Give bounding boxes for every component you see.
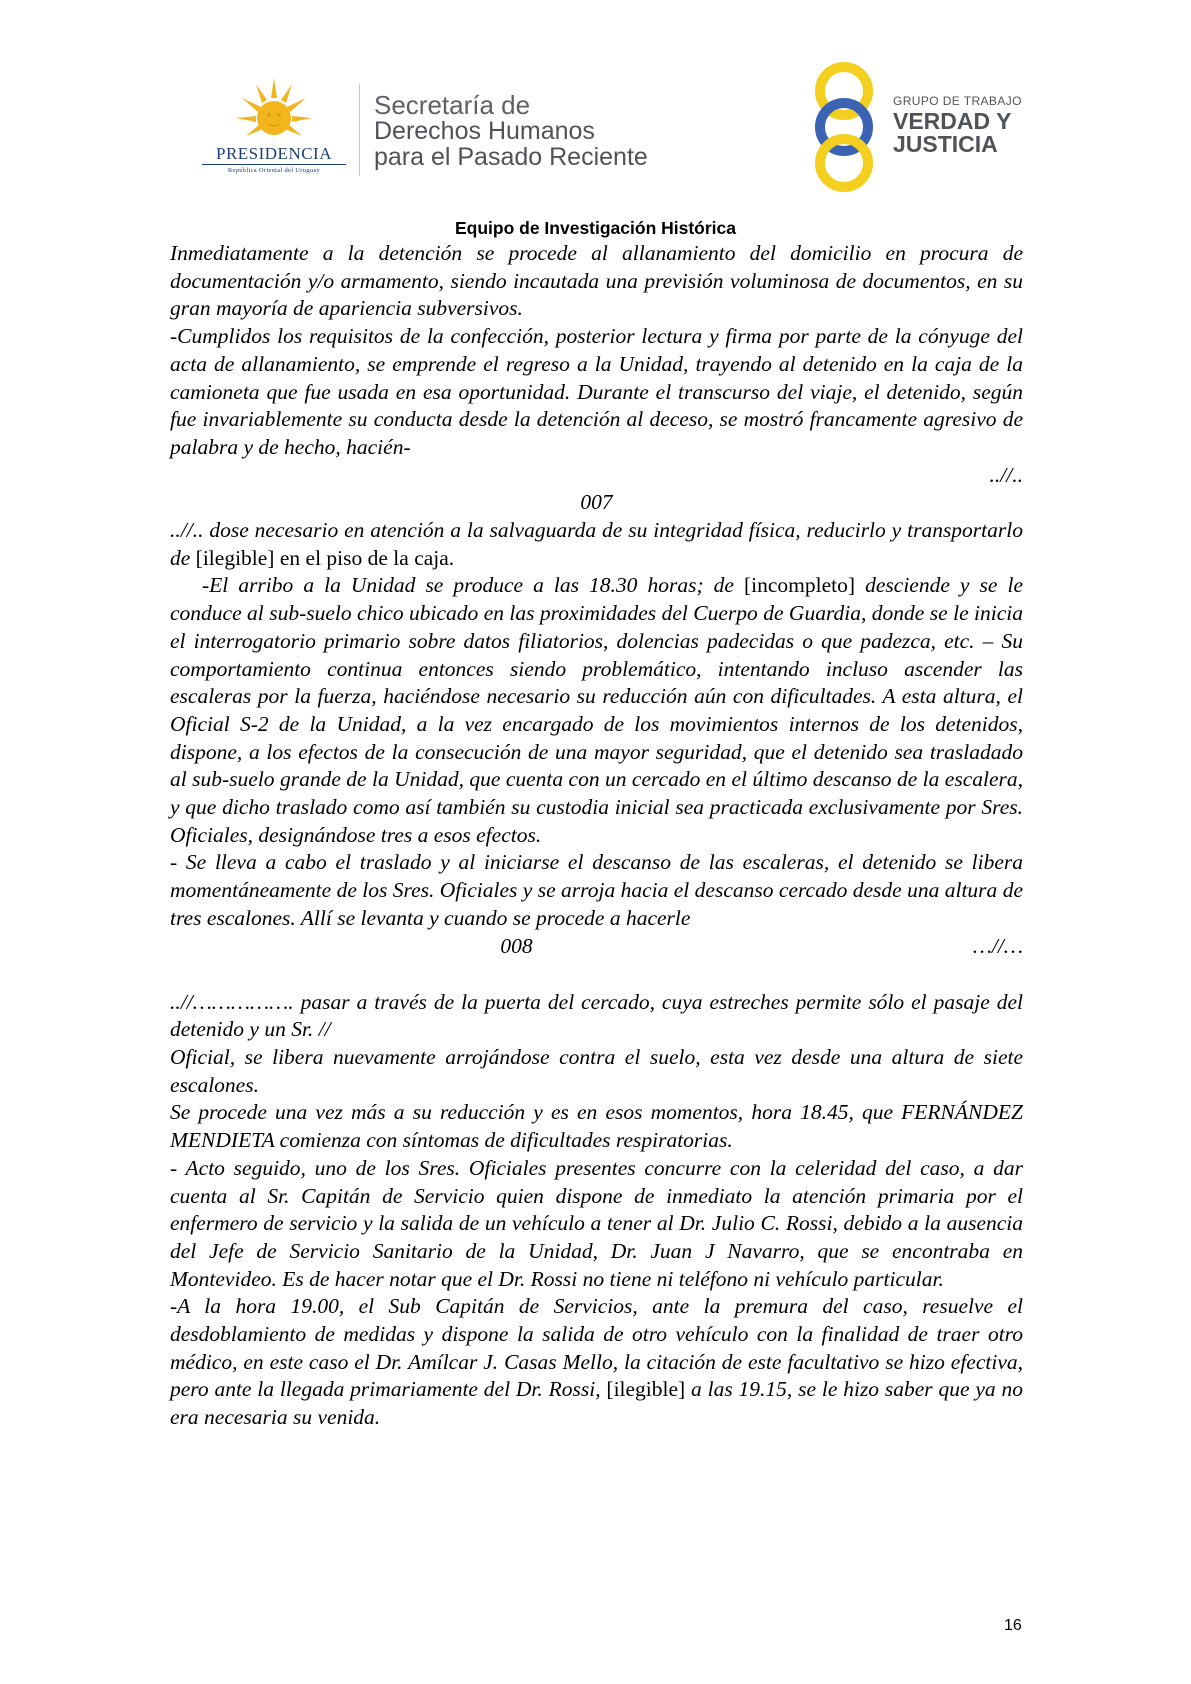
secretaria-line-2: Derechos Humanos (374, 117, 595, 145)
sun-icon (236, 76, 312, 142)
paragraph-10-part-b: a las 19.15, se le hizo saber que ya no era necesaria su venida. (170, 1377, 1023, 1430)
paragraph-7: Oficial, se libera nuevamente arrojándose contra el suelo, esta vez desde una altura de siete escalones. (170, 1044, 1023, 1097)
paragraph-3 (170, 517, 1023, 572)
continuation-marker-1: ..//.. (989, 462, 1023, 487)
page-number: 16 (1004, 1617, 1022, 1634)
folio-number-008: 008 (500, 933, 533, 958)
folio-number-007: 007 (580, 490, 613, 515)
paragraph-4-part-a: -El arribo a la Unidad se produce a las 18.30 horas; de (202, 573, 744, 598)
paragraph-10-part-a: -A la hora 19.00, el Sub Capitán de Servicios, ante la premura del caso, resuelve el desdoblamiento de medidas y dispone la salida de otro vehículo con la finalidad de traer otro médico, en este caso el Dr. Amílcar J. Casas Mello, la citación de este facultativo se hizo efectiva, pero ante la llegada primariamente del Dr. Rossi, (170, 1294, 1023, 1402)
paragraph-8: Se procede una vez más a su reducción y es en esos momentos, hora 18.45, que FERNÁNDEZ MENDIETA comienza con síntomas de dificultades respiratorias. (170, 1100, 1023, 1153)
grupo-line-2: VERDAD Y (893, 108, 1012, 134)
paragraph-1: Inmediatamente a la detención se procede al allanamiento del domicilio en procura de documentación y/o armamento, siendo incautada una previsión voluminosa de documentos, en su gran mayoría de apariencia subversivos. (170, 241, 1023, 321)
paragraph-4-part-b: desciende y se le conduce al sub-suelo chico ubicado en las proximidades del Cuerpo de Guardia, donde se le inicia el interrogatorio primario sobre datos filiatorios, dolencias padecidas o que padezca, etc. – Su comportamiento continua entonces siendo problemático, intentando incluso ascender las escaleras por la fuerza, haciéndose necesario su reducción aún con dificultades. A esta altura, el Oficial S-2 de la Unidad, a la vez encargado de los movimientos internos de los detenidos, dispone, a los efectos de la consecución de una mayor seguridad, que el detenido sea trasladado al sub-suelo grande de la Unidad, que cuenta con un cercado en el último descanso de la escalera, y que dicho traslado como así también su custodia inicial sea practicada exclusivamente por Sres. Oficiales, designándose tres a esos efectos. (170, 573, 1023, 847)
paragraph-10 (170, 1293, 1023, 1432)
verdad-justicia-logo-icon (808, 62, 880, 192)
paragraph-gap (170, 961, 1023, 989)
presidencia-logo (196, 76, 352, 184)
continuation-marker-2: …//… (972, 933, 1023, 958)
document-body (170, 240, 1023, 1432)
paragraph-3-part-b: en el piso de la caja. (274, 545, 455, 570)
secretaria-line-3: para el Pasado Reciente (374, 143, 648, 171)
verdad-justicia-title (893, 94, 1022, 156)
grupo-line-1: GRUPO DE TRABAJO (893, 94, 1022, 108)
illegible-note-1: [ilegible] (195, 545, 275, 570)
presidencia-subtitle: República Oriental del Uruguay (227, 167, 321, 174)
paragraph-6: ..//……………. pasar a través de la puerta del cercado, cuya estreches permite sólo el pasaje del detenido y un Sr. // (170, 989, 1023, 1042)
page-header (0, 0, 1191, 210)
folio-row-008 (170, 933, 1023, 961)
team-title: Equipo de Investigación Histórica (454, 218, 737, 238)
grupo-line-3: JUSTICIA (893, 131, 998, 157)
presidencia-name: PRESIDENCIA (215, 144, 332, 163)
paragraph-5: - Se lleva a cabo el traslado y al iniciarse el descanso de las escaleras, el detenido se libera momentáneamente de los Sres. Oficiales y se arroja hacia el descanso cercado desde una altura de tres escalones. Allí se levanta y cuando se procede a hacerle (170, 850, 1023, 930)
paragraph-4 (170, 572, 1023, 849)
secretaria-line-1: Secretaría de (374, 90, 531, 120)
paragraph-2: -Cumplidos los requisitos de la confección, posterior lectura y firma por parte de la cónyuge del acta de allanamiento, se emprende el regreso a la Unidad, trayendo al detenido en la caja de la camioneta que fue usada en esa oportunidad. Durante el transcurso del viaje, el detenido, según fue invariablemente su conducta desde la detención al deceso, se mostró francamente agresivo de palabra y de hecho, hacién- (170, 324, 1023, 459)
paragraph-9: - Acto seguido, uno de los Sres. Oficiales presentes concurre con la celeridad del caso, a dar cuenta al Sr. Capitán de Servicio quien dispone de inmediato la atención primaria por el enfermero de servicio y la salida de un vehículo a tener al Dr. Julio C. Rossi, debido a la ausencia del Jefe de Servicio Sanitario de la Unidad, Dr. Juan J Navarro, que se encontraba en Montevideo. Es de hacer notar que el Dr. Rossi no tiene ni teléfono ni vehículo particular. (170, 1155, 1023, 1291)
presidencia-rule (202, 164, 346, 165)
paragraph-3-part-a: ..//.. dose necesario en atención a la salvaguarda de su integridad física, reducirlo y transportarlo de (170, 518, 1023, 570)
incomplete-note: [incompleto] (744, 573, 856, 598)
header-divider (359, 84, 360, 176)
secretaria-title (374, 92, 648, 170)
illegible-note-2: [ilegible] (606, 1377, 686, 1402)
